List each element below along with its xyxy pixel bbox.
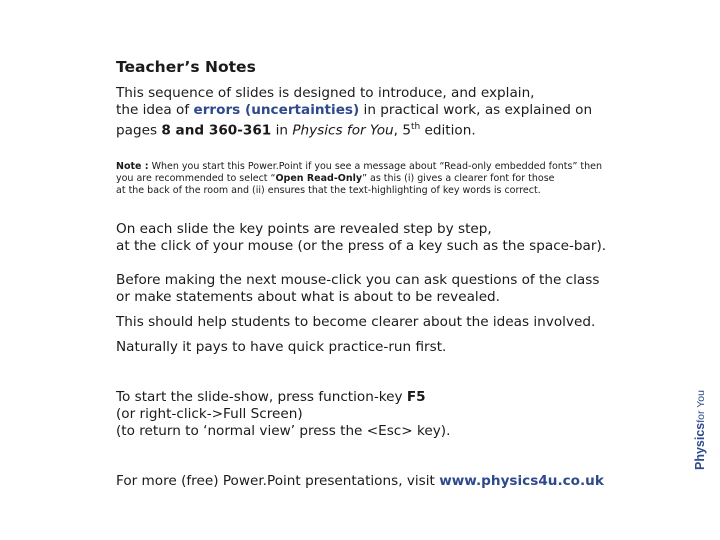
step-paragraph <box>116 221 606 255</box>
start-line-1 <box>116 389 450 406</box>
more-text: For more (free) Power.Point presentations, visit <box>116 473 435 489</box>
intro-text: the idea of <box>116 102 194 118</box>
more-paragraph <box>116 473 604 490</box>
questions-paragraph <box>116 272 599 306</box>
note-line-1 <box>116 161 602 173</box>
practice-paragraph: Naturally it pays to have quick practice-run first. <box>116 339 447 355</box>
note-line-2 <box>116 173 602 185</box>
step-line-2: at the click of your mouse (or the press of a key such as the space-bar). <box>116 238 607 254</box>
physics-for-you-logo <box>690 390 710 470</box>
start-paragraph <box>116 389 450 440</box>
intro-text: in practical work, as explained on <box>359 102 593 118</box>
note-text: ” as this (i) gives a clearer font for those <box>362 173 555 184</box>
clearer-paragraph: This should help students to become clearer about the ideas involved. <box>116 314 596 330</box>
edition-suffix: th <box>410 122 421 132</box>
start-text: To start the slide-show, press function-key <box>116 389 407 405</box>
note-label: Note : <box>116 161 149 172</box>
intro-text: , 5 <box>393 122 411 139</box>
logo-for-you: for You <box>695 390 707 423</box>
open-read-only-option: Open Read-Only <box>275 173 363 184</box>
logo-physics: Physics <box>693 422 707 470</box>
note-paragraph <box>116 161 602 197</box>
svg-text:Physicsfor You <box>693 390 707 470</box>
questions-line-2: or make statements about what is about to be revealed. <box>116 289 501 305</box>
step-line-1: On each slide the key points are revealed step by step, <box>116 221 492 237</box>
start-line-3: (to return to ‘normal view’ press the <Esc> key). <box>116 423 451 439</box>
keyword-errors: errors (uncertainties) <box>193 102 360 118</box>
intro-text: edition. <box>420 122 476 139</box>
note-text: When you start this Power.Point if you see a message about “Read-only embedded fonts” then <box>148 161 603 172</box>
start-line-2: (or right-click->Full Screen) <box>116 406 303 422</box>
intro-paragraph <box>116 85 592 140</box>
intro-line-1: This sequence of slides is designed to introduce, and explain, <box>116 85 535 101</box>
website-link[interactable]: www.physics4u.co.uk <box>439 473 604 489</box>
intro-text: pages <box>116 122 162 139</box>
intro-line-2 <box>116 102 592 119</box>
questions-line-1: Before making the next mouse-click you can ask questions of the class <box>116 272 600 288</box>
note-line-3: at the back of the room and (ii) ensures that the text-highlighting of key words is correct. <box>116 185 541 196</box>
note-text: you are recommended to select “ <box>116 173 276 184</box>
intro-line-3 <box>116 119 592 140</box>
page-numbers: 8 and 360-361 <box>161 122 272 139</box>
book-title: Physics for You <box>292 122 394 139</box>
page-title: Teacher’s Notes <box>116 58 256 76</box>
f5-key: F5 <box>406 389 426 405</box>
intro-text: in <box>271 122 293 139</box>
